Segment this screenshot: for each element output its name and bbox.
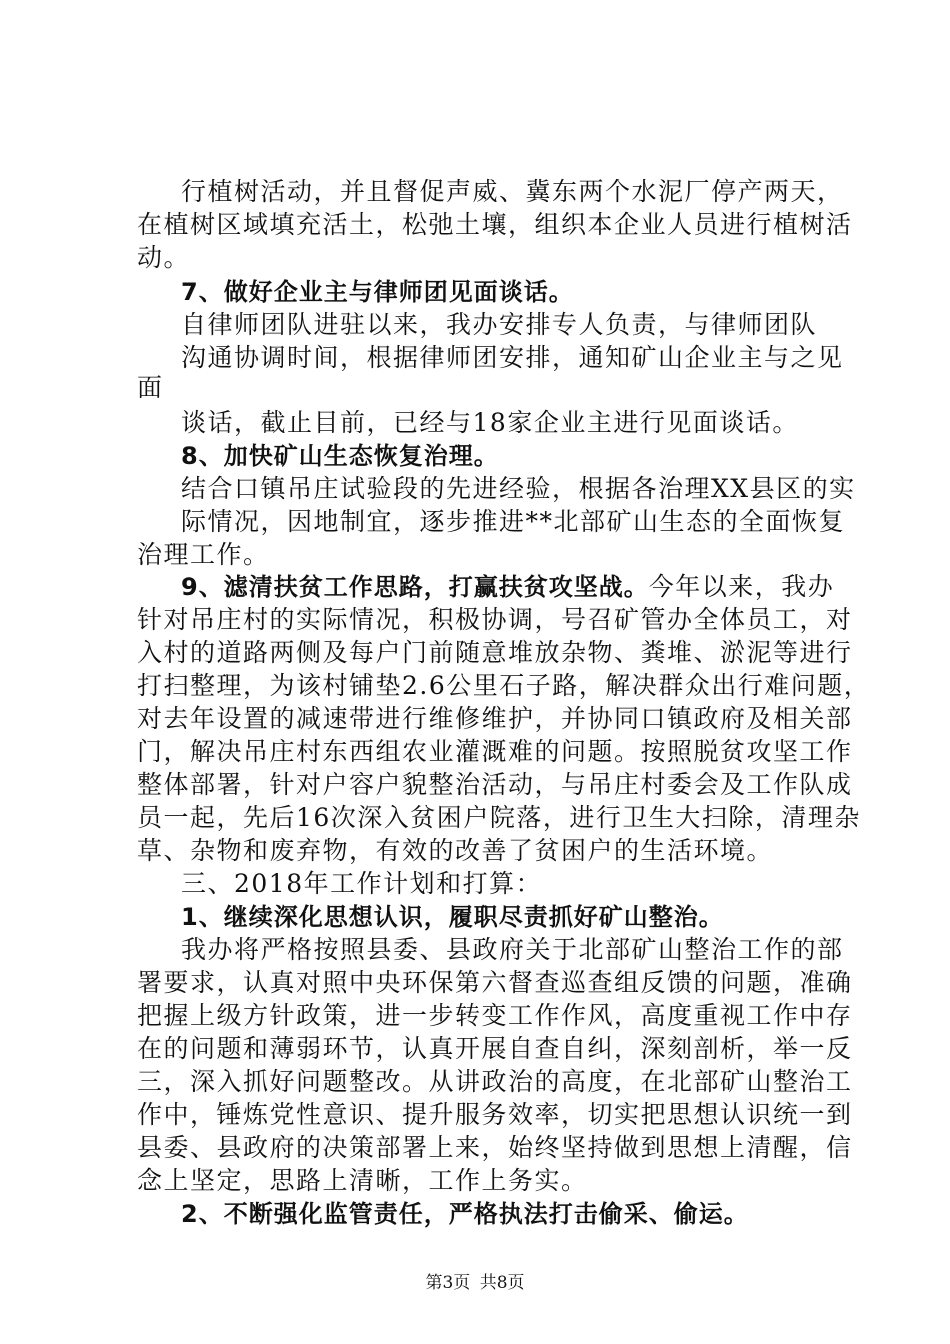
text-line: 治理工作。 xyxy=(137,540,270,569)
section-heading: 7、做好企业主与律师团见面谈话。 xyxy=(181,278,574,306)
text-line: 面 xyxy=(137,373,164,402)
text-line: 沟通协调时间，根据律师团安排，通知矿山企业主与之见 xyxy=(181,343,844,372)
text-line: 对去年设置的减速带进行维修维护，并协同口镇政府及相关部 xyxy=(137,704,853,733)
page-footer xyxy=(0,1271,950,1295)
text-line: 整体部署，针对户容户貌整治活动，与吊庄村委会及工作队成 xyxy=(137,770,853,799)
text-line: 际情况，因地制宜，逐步推进**北部矿山生态的全面恢复 xyxy=(181,507,846,536)
text-line: 员一起，先后16次深入贫困户院落，进行卫生大扫除，清理杂 xyxy=(137,803,861,832)
text-line: 动。 xyxy=(137,243,191,272)
text-line: 结合口镇吊庄试验段的先进经验，根据各治理XX县区的实 xyxy=(181,474,856,503)
text-line: 署要求，认真对照中央环保第六督查巡查组反馈的问题，准确 xyxy=(137,968,853,997)
text-line: 三，深入抓好问题整改。从讲政治的高度，在北部矿山整治工 xyxy=(137,1067,853,1096)
text-line: 把握上级方针政策，进一步转变工作作风，高度重视工作中存 xyxy=(137,1001,853,1030)
text-line: 县委、县政府的决策部署上来，始终坚持做到思想上清醒，信 xyxy=(137,1133,853,1162)
text-line: 在植树区域填充活土，松弛土壤，组织本企业人员进行植树活 xyxy=(137,210,853,239)
section-heading: 8、加快矿山生态恢复治理。 xyxy=(181,442,499,470)
text-line: 门，解决吊庄村东西组农业灌溉难的问题。按照脱贫攻坚工作 xyxy=(137,737,853,766)
section-heading: 9、滤清扶贫工作思路，打赢扶贫攻坚战。 xyxy=(181,573,649,601)
text-line: 我办将严格按照县委、县政府关于北部矿山整治工作的部 xyxy=(181,935,844,964)
text-line: 谈话，截止目前，已经与18家企业主进行见面谈话。 xyxy=(181,408,799,437)
text-span: 今年以来，我办 xyxy=(648,572,835,601)
page-total: 共8页 xyxy=(479,1273,525,1293)
section-heading: 2、不断强化监管责任，严格执法打击偷采、偷运。 xyxy=(181,1200,749,1228)
text-line: 入村的道路两侧及每户门前随意堆放杂物、粪堆、淤泥等进行 xyxy=(137,638,853,667)
text-line: 自律师团队进驻以来，我办安排专人负责，与律师团队 xyxy=(181,310,818,339)
section-heading: 三、2018年工作计划和打算： xyxy=(181,869,543,898)
text-line: 在的问题和薄弱环节，认真开展自查自纠，深刻剖析，举一反 xyxy=(137,1034,853,1063)
text-line: 针对吊庄村的实际情况，积极协调，号召矿管办全体员工，对 xyxy=(137,605,853,634)
paragraph-lead xyxy=(181,570,834,604)
page-number: 第3页 xyxy=(425,1273,471,1293)
text-line: 打扫整理，为该村铺垫2.6公里石子路，解决群众出行难问题， xyxy=(137,671,871,700)
text-line: 行植树活动，并且督促声威、冀东两个水泥厂停产两天， xyxy=(181,177,844,206)
text-line: 草、杂物和废弃物，有效的改善了贫困户的生活环境。 xyxy=(137,836,774,865)
text-line: 念上坚定，思路上清晰，工作上务实。 xyxy=(137,1166,588,1195)
text-line: 作中，锤炼党性意识、提升服务效率，切实把思想认识统一到 xyxy=(137,1100,853,1129)
section-heading: 1、继续深化思想认识，履职尽责抓好矿山整治。 xyxy=(181,903,724,931)
